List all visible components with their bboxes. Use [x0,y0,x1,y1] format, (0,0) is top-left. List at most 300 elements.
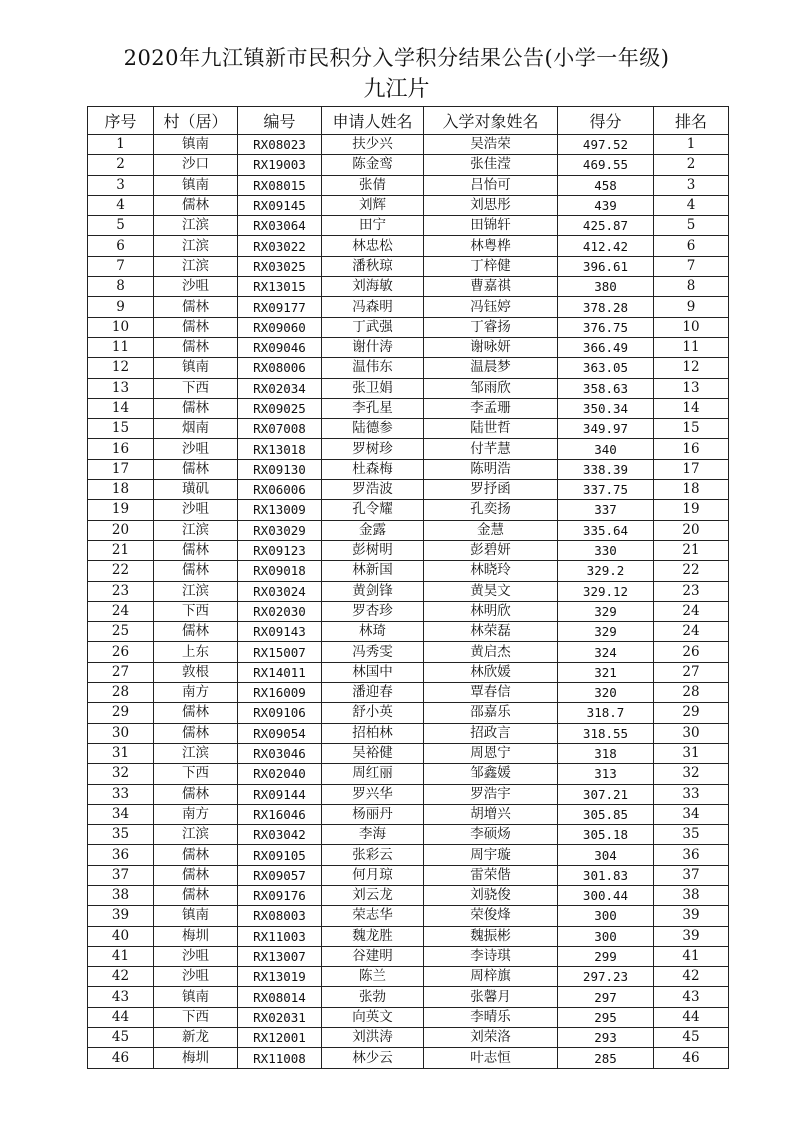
cell-code: RX08014 [238,987,322,1007]
cell-score: 337 [558,500,654,520]
cell-applicant: 田宁 [322,216,424,236]
cell-code: RX16046 [238,804,322,824]
cell-student: 叶志恒 [424,1048,558,1068]
cell-score: 439 [558,195,654,215]
cell-rank: 12 [654,358,729,378]
cell-code: RX02034 [238,378,322,398]
cell-applicant: 金露 [322,520,424,540]
table-row [88,885,729,905]
cell-student: 邹雨欣 [424,378,558,398]
cell-index: 32 [88,764,154,784]
cell-code: RX03042 [238,825,322,845]
cell-index: 21 [88,540,154,560]
cell-village: 沙口 [154,155,238,175]
cell-village: 镇南 [154,987,238,1007]
cell-score: 329.12 [558,581,654,601]
cell-code: RX09025 [238,398,322,418]
cell-index: 14 [88,398,154,418]
cell-index: 20 [88,520,154,540]
table-row [88,398,729,418]
cell-applicant: 向英文 [322,1007,424,1027]
cell-student: 张佳滢 [424,155,558,175]
cell-applicant: 谢什涛 [322,337,424,357]
cell-village: 儒林 [154,540,238,560]
cell-rank: 30 [654,723,729,743]
cell-applicant: 罗兴华 [322,784,424,804]
cell-score: 378.28 [558,297,654,317]
header-applicant: 申请人姓名 [322,107,424,135]
cell-applicant: 陈金鸾 [322,155,424,175]
cell-score: 320 [558,683,654,703]
cell-score: 358.63 [558,378,654,398]
cell-rank: 9 [654,297,729,317]
cell-code: RX14011 [238,662,322,682]
cell-applicant: 周红丽 [322,764,424,784]
table-row [88,419,729,439]
table-row [88,500,729,520]
cell-index: 44 [88,1007,154,1027]
cell-village: 儒林 [154,459,238,479]
cell-score: 299 [558,946,654,966]
cell-index: 36 [88,845,154,865]
cell-score: 304 [558,845,654,865]
cell-applicant: 谷建明 [322,946,424,966]
table-row [88,520,729,540]
cell-applicant: 刘洪涛 [322,1028,424,1048]
table-row [88,784,729,804]
cell-score: 337.75 [558,480,654,500]
cell-code: RX02030 [238,601,322,621]
table-row [88,561,729,581]
cell-rank: 16 [654,439,729,459]
cell-student: 林晓玲 [424,561,558,581]
cell-rank: 24 [654,601,729,621]
table-row [88,581,729,601]
cell-applicant: 温伟东 [322,358,424,378]
cell-applicant: 丁武强 [322,317,424,337]
table-row [88,195,729,215]
table-row [88,155,729,175]
cell-code: RX09176 [238,885,322,905]
table-row [88,946,729,966]
cell-rank: 26 [654,642,729,662]
cell-student: 招政言 [424,723,558,743]
cell-student: 黄启杰 [424,642,558,662]
table-row [88,743,729,763]
cell-student: 吴浩荣 [424,135,558,155]
header-index: 序号 [88,107,154,135]
table-row [88,825,729,845]
cell-score: 295 [558,1007,654,1027]
cell-rank: 36 [654,845,729,865]
cell-score: 301.83 [558,865,654,885]
cell-rank: 3 [654,175,729,195]
table-row [88,601,729,621]
cell-score: 313 [558,764,654,784]
cell-applicant: 林新国 [322,561,424,581]
cell-score: 305.85 [558,804,654,824]
cell-applicant: 林少云 [322,1048,424,1068]
cell-score: 297.23 [558,967,654,987]
cell-rank: 39 [654,926,729,946]
cell-applicant: 何月琼 [322,865,424,885]
cell-applicant: 刘海敏 [322,277,424,297]
table-row [88,926,729,946]
cell-rank: 19 [654,500,729,520]
cell-student: 刘荣洛 [424,1028,558,1048]
header-code: 编号 [238,107,322,135]
cell-student: 邵嘉乐 [424,703,558,723]
cell-student: 林欣媛 [424,662,558,682]
cell-index: 19 [88,500,154,520]
page-title: 2020年九江镇新市民积分入学积分结果公告(小学一年级) [123,46,670,70]
table-body [88,135,729,1069]
cell-rank: 7 [654,256,729,276]
table-row [88,378,729,398]
cell-village: 儒林 [154,297,238,317]
cell-village: 璜矶 [154,480,238,500]
cell-code: RX09054 [238,723,322,743]
cell-index: 1 [88,135,154,155]
cell-score: 324 [558,642,654,662]
cell-village: 儒林 [154,561,238,581]
cell-code: RX03029 [238,520,322,540]
cell-score: 300 [558,906,654,926]
cell-index: 10 [88,317,154,337]
cell-rank: 18 [654,480,729,500]
cell-rank: 34 [654,804,729,824]
cell-applicant: 扶少兴 [322,135,424,155]
cell-rank: 21 [654,540,729,560]
cell-code: RX11008 [238,1048,322,1068]
cell-village: 儒林 [154,195,238,215]
cell-rank: 45 [654,1028,729,1048]
cell-student: 陆世哲 [424,419,558,439]
cell-code: RX06006 [238,480,322,500]
table-row [88,723,729,743]
cell-applicant: 罗浩波 [322,480,424,500]
cell-code: RX11003 [238,926,322,946]
table-row [88,906,729,926]
cell-student: 付芊慧 [424,439,558,459]
cell-applicant: 林忠松 [322,236,424,256]
cell-rank: 4 [654,195,729,215]
cell-applicant: 罗树珍 [322,439,424,459]
cell-index: 31 [88,743,154,763]
cell-index: 24 [88,601,154,621]
cell-code: RX09046 [238,337,322,357]
cell-village: 沙咀 [154,500,238,520]
cell-index: 12 [88,358,154,378]
cell-applicant: 张倩 [322,175,424,195]
cell-code: RX08015 [238,175,322,195]
cell-index: 8 [88,277,154,297]
cell-index: 35 [88,825,154,845]
cell-index: 4 [88,195,154,215]
cell-index: 29 [88,703,154,723]
cell-village: 下西 [154,1007,238,1027]
table-row [88,236,729,256]
cell-score: 285 [558,1048,654,1068]
cell-rank: 46 [654,1048,729,1068]
cell-applicant: 林国中 [322,662,424,682]
cell-score: 366.49 [558,337,654,357]
cell-code: RX13015 [238,277,322,297]
cell-rank: 23 [654,581,729,601]
cell-village: 下西 [154,601,238,621]
cell-score: 425.87 [558,216,654,236]
cell-village: 江滨 [154,581,238,601]
cell-code: RX09057 [238,865,322,885]
cell-index: 7 [88,256,154,276]
cell-village: 儒林 [154,317,238,337]
cell-rank: 1 [654,135,729,155]
cell-index: 25 [88,622,154,642]
cell-rank: 6 [654,236,729,256]
cell-applicant: 冯秀雯 [322,642,424,662]
cell-code: RX03025 [238,256,322,276]
cell-applicant: 招柏林 [322,723,424,743]
cell-index: 41 [88,946,154,966]
cell-rank: 2 [654,155,729,175]
cell-index: 40 [88,926,154,946]
cell-code: RX02031 [238,1007,322,1027]
cell-student: 温晨梦 [424,358,558,378]
cell-index: 30 [88,723,154,743]
cell-rank: 5 [654,216,729,236]
page-subtitle: 九江片 [363,77,430,102]
cell-student: 丁睿扬 [424,317,558,337]
cell-student: 丁梓健 [424,256,558,276]
cell-index: 27 [88,662,154,682]
cell-student: 荣俊烽 [424,906,558,926]
cell-index: 9 [88,297,154,317]
cell-score: 321 [558,662,654,682]
cell-applicant: 荣志华 [322,906,424,926]
cell-village: 上东 [154,642,238,662]
cell-rank: 14 [654,398,729,418]
cell-score: 329 [558,601,654,621]
table-row [88,175,729,195]
cell-village: 江滨 [154,825,238,845]
cell-index: 22 [88,561,154,581]
cell-student: 李诗琪 [424,946,558,966]
cell-code: RX19003 [238,155,322,175]
cell-rank: 38 [654,885,729,905]
cell-score: 297 [558,987,654,1007]
cell-rank: 29 [654,703,729,723]
cell-rank: 17 [654,459,729,479]
cell-applicant: 杜森梅 [322,459,424,479]
cell-score: 350.34 [558,398,654,418]
cell-rank: 44 [654,1007,729,1027]
table-header-row [88,107,729,135]
cell-score: 330 [558,540,654,560]
cell-score: 380 [558,277,654,297]
cell-student: 周恩宁 [424,743,558,763]
cell-applicant: 罗杏珍 [322,601,424,621]
cell-code: RX09123 [238,540,322,560]
cell-index: 28 [88,683,154,703]
cell-village: 江滨 [154,236,238,256]
cell-rank: 43 [654,987,729,1007]
cell-village: 南方 [154,683,238,703]
cell-score: 363.05 [558,358,654,378]
cell-code: RX13007 [238,946,322,966]
cell-score: 396.61 [558,256,654,276]
table-row [88,804,729,824]
cell-score: 318 [558,743,654,763]
cell-student: 冯钰婷 [424,297,558,317]
cell-student: 谢咏妍 [424,337,558,357]
cell-score: 376.75 [558,317,654,337]
cell-rank: 15 [654,419,729,439]
cell-applicant: 黄剑锋 [322,581,424,601]
cell-applicant: 孔令耀 [322,500,424,520]
cell-village: 儒林 [154,622,238,642]
cell-index: 11 [88,337,154,357]
cell-student: 曹嘉祺 [424,277,558,297]
cell-student: 林粤桦 [424,236,558,256]
cell-code: RX03046 [238,743,322,763]
cell-index: 42 [88,967,154,987]
cell-score: 307.21 [558,784,654,804]
cell-score: 329.2 [558,561,654,581]
table-row [88,297,729,317]
cell-applicant: 刘辉 [322,195,424,215]
cell-applicant: 张彩云 [322,845,424,865]
cell-applicant: 刘云龙 [322,885,424,905]
cell-rank: 37 [654,865,729,885]
results-table [87,106,729,1069]
cell-rank: 27 [654,662,729,682]
table-row [88,1048,729,1068]
cell-student: 林荣磊 [424,622,558,642]
cell-code: RX09130 [238,459,322,479]
cell-student: 周宇璇 [424,845,558,865]
cell-code: RX02040 [238,764,322,784]
table-row [88,439,729,459]
cell-rank: 39 [654,906,729,926]
cell-index: 46 [88,1048,154,1068]
table-row [88,1028,729,1048]
cell-code: RX13018 [238,439,322,459]
cell-index: 3 [88,175,154,195]
cell-village: 镇南 [154,135,238,155]
table-row [88,256,729,276]
cell-score: 458 [558,175,654,195]
cell-student: 吕怡可 [424,175,558,195]
table-row [88,480,729,500]
table-row [88,459,729,479]
cell-code: RX16009 [238,683,322,703]
cell-applicant: 潘迎春 [322,683,424,703]
cell-score: 469.55 [558,155,654,175]
cell-code: RX08023 [238,135,322,155]
cell-score: 318.7 [558,703,654,723]
cell-code: RX12001 [238,1028,322,1048]
cell-village: 敦根 [154,662,238,682]
cell-index: 6 [88,236,154,256]
cell-village: 江滨 [154,520,238,540]
cell-index: 37 [88,865,154,885]
cell-score: 497.52 [558,135,654,155]
cell-student: 李硕炀 [424,825,558,845]
cell-student: 李孟珊 [424,398,558,418]
cell-code: RX15007 [238,642,322,662]
cell-village: 沙咀 [154,439,238,459]
cell-index: 45 [88,1028,154,1048]
cell-village: 儒林 [154,398,238,418]
cell-applicant: 冯森明 [322,297,424,317]
cell-code: RX09143 [238,622,322,642]
cell-applicant: 李海 [322,825,424,845]
cell-village: 梅圳 [154,1048,238,1068]
cell-village: 儒林 [154,865,238,885]
table-row [88,540,729,560]
cell-index: 18 [88,480,154,500]
cell-code: RX09060 [238,317,322,337]
cell-village: 镇南 [154,906,238,926]
cell-village: 下西 [154,764,238,784]
cell-applicant: 潘秋琼 [322,256,424,276]
header-student: 入学对象姓名 [424,107,558,135]
header-rank: 排名 [654,107,729,135]
cell-rank: 35 [654,825,729,845]
table-row [88,662,729,682]
cell-village: 镇南 [154,358,238,378]
cell-rank: 20 [654,520,729,540]
cell-village: 儒林 [154,723,238,743]
cell-applicant: 陈兰 [322,967,424,987]
cell-student: 彭碧妍 [424,540,558,560]
cell-student: 田锦轩 [424,216,558,236]
cell-rank: 31 [654,743,729,763]
cell-score: 412.42 [558,236,654,256]
cell-student: 李晴乐 [424,1007,558,1027]
cell-student: 刘骁俊 [424,885,558,905]
cell-rank: 8 [654,277,729,297]
cell-code: RX07008 [238,419,322,439]
cell-applicant: 舒小英 [322,703,424,723]
cell-village: 镇南 [154,175,238,195]
cell-village: 江滨 [154,216,238,236]
table-row [88,845,729,865]
cell-applicant: 杨丽丹 [322,804,424,824]
table-row [88,622,729,642]
header-score: 得分 [558,107,654,135]
cell-score: 338.39 [558,459,654,479]
cell-rank: 41 [654,946,729,966]
cell-student: 陈明浩 [424,459,558,479]
cell-student: 林明欣 [424,601,558,621]
table-row [88,642,729,662]
cell-code: RX09106 [238,703,322,723]
cell-score: 340 [558,439,654,459]
cell-index: 5 [88,216,154,236]
cell-student: 孔奕扬 [424,500,558,520]
cell-rank: 11 [654,337,729,357]
cell-student: 罗浩宇 [424,784,558,804]
cell-index: 15 [88,419,154,439]
cell-village: 江滨 [154,256,238,276]
table-row [88,683,729,703]
cell-rank: 10 [654,317,729,337]
cell-village: 儒林 [154,784,238,804]
cell-student: 张馨月 [424,987,558,1007]
cell-code: RX13009 [238,500,322,520]
cell-score: 300 [558,926,654,946]
